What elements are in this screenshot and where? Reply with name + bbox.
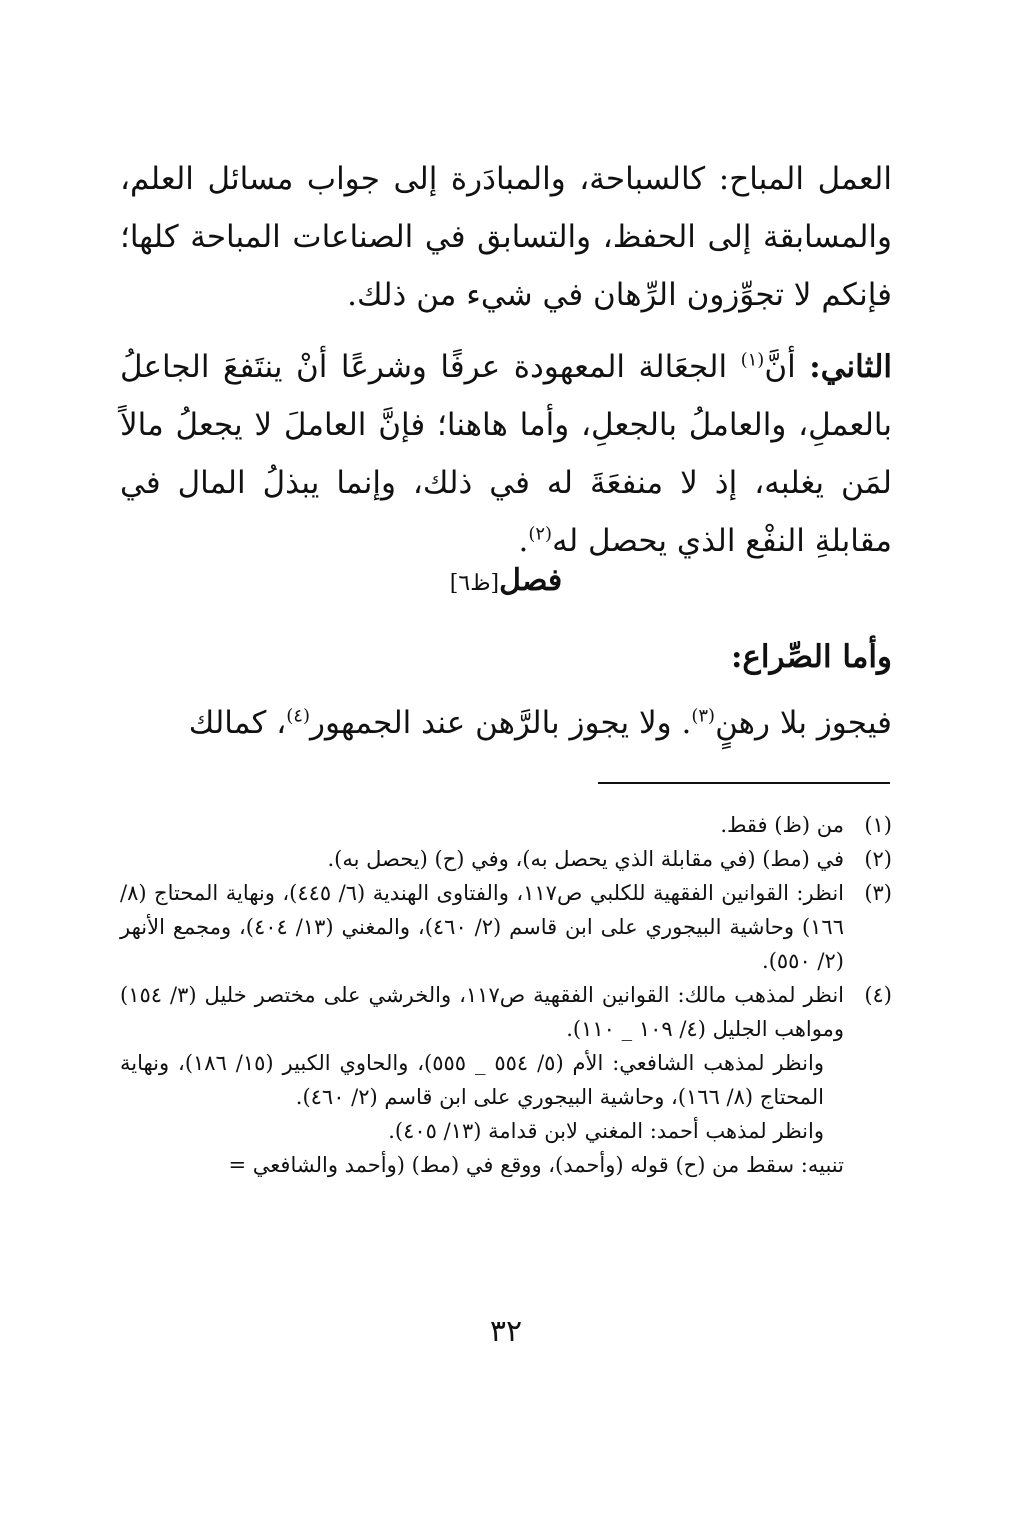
footnote-continuation [120,1046,892,1182]
paragraph-3-text-b: . ولا يجوز بالرَّهن عند الجمهور [309,705,692,741]
paragraph-2-lead: الثاني: [809,349,893,385]
footnote-item [120,978,892,1046]
section-heading [120,556,892,609]
footnote-text: انظر: القوانين الفقهية للكلبي ص١١٧، والفتاوى الهندية (٦/ ٤٤٥)، ونهاية المحتاج (٨/ ١٦٦) وحاشية البيجوري على ابن قاسم (٢/ ٤٦٠)، والمغني (١٣/ ٤٠٤)، ومجمع الأنهر (٢/ ٥٥٠). [120,881,845,973]
footnote-text: انظر لمذهب مالك: القوانين الفقهية ص١١٧، والخرشي على مختصر خليل (٣/ ١٥٤) ومواهب الجليل (٤/ ١٠٩ _ ١١٠). [120,983,845,1041]
paragraph-3-text-c: ، كمالك [188,705,287,741]
footnote-shafii: وانظر لمذهب الشافعي: الأم (٥/ ٥٥٤ _ ٥٥٥)، والحاوي الكبير (١٥/ ١٨٦)، ونهاية المحتاج (٨/ ١٦٦)، وحاشية البيجوري على ابن قاسم (٢/ ٤٦٠). [120,1051,824,1109]
footnote-text: في (مط) (في مقابلة الذي يحصل به)، وفي (ح) (يحصل به). [327,847,844,871]
paragraph-2-text-a: أنَّ [764,349,796,385]
footnote-separator [598,782,890,784]
section-heading-word: فصل [499,563,563,598]
footnote-ref-3[interactable]: (٣) [691,705,716,727]
footnote-number: (٣) [864,881,892,905]
paragraph-2 [120,338,892,570]
footnote-item [120,842,892,876]
footnote-ahmad: وانظر لمذهب أحمد: المغني لابن قدامة (١٣/ ٤٠٥). [388,1119,824,1143]
paragraph-3 [120,698,892,748]
footnote-ref-2[interactable]: (٢) [528,523,553,545]
page-number: ٣٢ [489,1314,523,1349]
footnote-ref-1[interactable]: (١) [740,349,765,371]
footnote-ref-4[interactable]: (٤) [286,705,310,727]
paragraph-2-text-b: الجعَالة المعهودة عرفًا وشرعًا أنْ ينتَفعَ الجاعلُ بالعملِ، والعاملُ بالجعلِ، وأما هاهنا؛ فإنَّ العاملَ لا يجعلُ مالاً لمَن يغلبه، إذ لا منفعَةَ له في ذلك، وإنما يبذلُ المال في مقابلةِ النفْع الذي يحصل له [120,349,892,559]
main-text [120,150,892,584]
footnote-number: (١) [864,813,892,837]
footnotes [120,808,892,1182]
footnote-text: من (ظ) فقط. [720,813,844,837]
footnote-item [120,808,892,842]
footnote-number: (٢) [864,847,892,871]
footnote-number: (٤) [864,983,892,1007]
paragraph-1: العمل المباح: كالسباحة، والمبادَرة إلى جواب مسائل العلم، والمسابقة إلى الحفظ، والتسابق في الصناعات المباحة كلها؛ فإنكم لا تجوِّزون الرِّهان في شيء من ذلك. [120,161,892,313]
footnote-item [120,876,892,978]
subheading: وأما الصِّراع: [730,639,892,675]
paragraph-2-end: . [518,523,529,559]
footnote-note: تنبيه: سقط من (ح) قوله (وأحمد)، ووقع في (مط) (وأحمد والشافعي = [228,1153,844,1177]
paragraph-3-text-a: فيجوز بلا رهنٍ [715,705,892,741]
manuscript-ref: [ظ٦] [449,571,500,596]
